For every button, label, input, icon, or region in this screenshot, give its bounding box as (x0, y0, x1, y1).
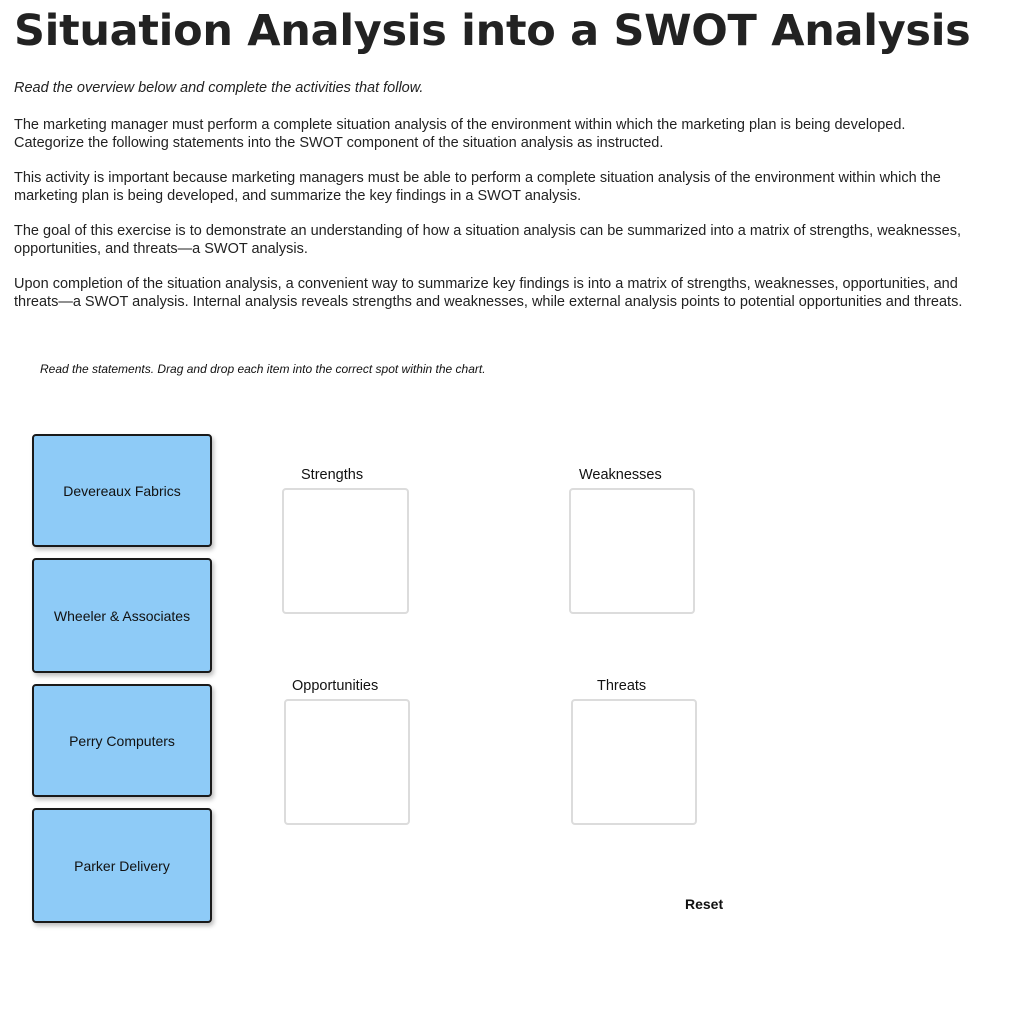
reset-button[interactable]: Reset (680, 896, 728, 912)
card-label: Parker Delivery (74, 857, 170, 874)
overview-paragraph-4: Upon completion of the situation analysis, a convenient way to summarize key findings is into a matrix of strengths, weaknesses, opportunities, and threats—a SWOT analysis. Internal analysis reveals strengths and weaknesses, while external analysis points to potential opportunities and threats. (14, 276, 963, 310)
opportunities-drop-zone[interactable] (284, 699, 410, 825)
card-label: Devereaux Fabrics (63, 482, 181, 499)
weaknesses-label: Weaknesses (579, 467, 662, 483)
activity-instruction: Read the statements. Drag and drop each item into the correct spot within the chart. (40, 362, 486, 376)
overview-paragraph-1: The marketing manager must perform a complete situation analysis of the environment within which the marketing plan is being developed. Categorize the following statements into the SWOT component of the situation analysis as instructed. (14, 117, 906, 151)
intro-text: Read the overview below and complete the activities that follow. (14, 80, 424, 96)
draggable-card-perry-computers[interactable] (32, 684, 212, 797)
page-title: Situation Analysis into a SWOT Analysis (14, 6, 971, 56)
overview-paragraph-2: This activity is important because marketing managers must be able to perform a complete situation analysis of the environment within which the marketing plan is being developed, and summarize the key findings in a SWOT analysis. (14, 170, 941, 204)
strengths-label: Strengths (301, 467, 364, 483)
draggable-card-devereaux-fabrics[interactable] (32, 434, 212, 547)
threats-label: Threats (597, 678, 647, 694)
card-label: Wheeler & Associates (53, 607, 191, 624)
draggable-card-parker-delivery[interactable] (32, 808, 212, 923)
weaknesses-drop-zone[interactable] (569, 488, 695, 614)
opportunities-label: Opportunities (292, 678, 379, 694)
overview-paragraph-3: The goal of this exercise is to demonstrate an understanding of how a situation analysis can be summarized into a matrix of strengths, weaknesses, opportunities, and threats—a SWOT analysis. (14, 223, 962, 257)
card-label: Perry Computers (69, 732, 175, 749)
draggable-card-wheeler-associates[interactable] (32, 558, 212, 673)
threats-drop-zone[interactable] (571, 699, 697, 825)
strengths-drop-zone[interactable] (282, 488, 409, 614)
